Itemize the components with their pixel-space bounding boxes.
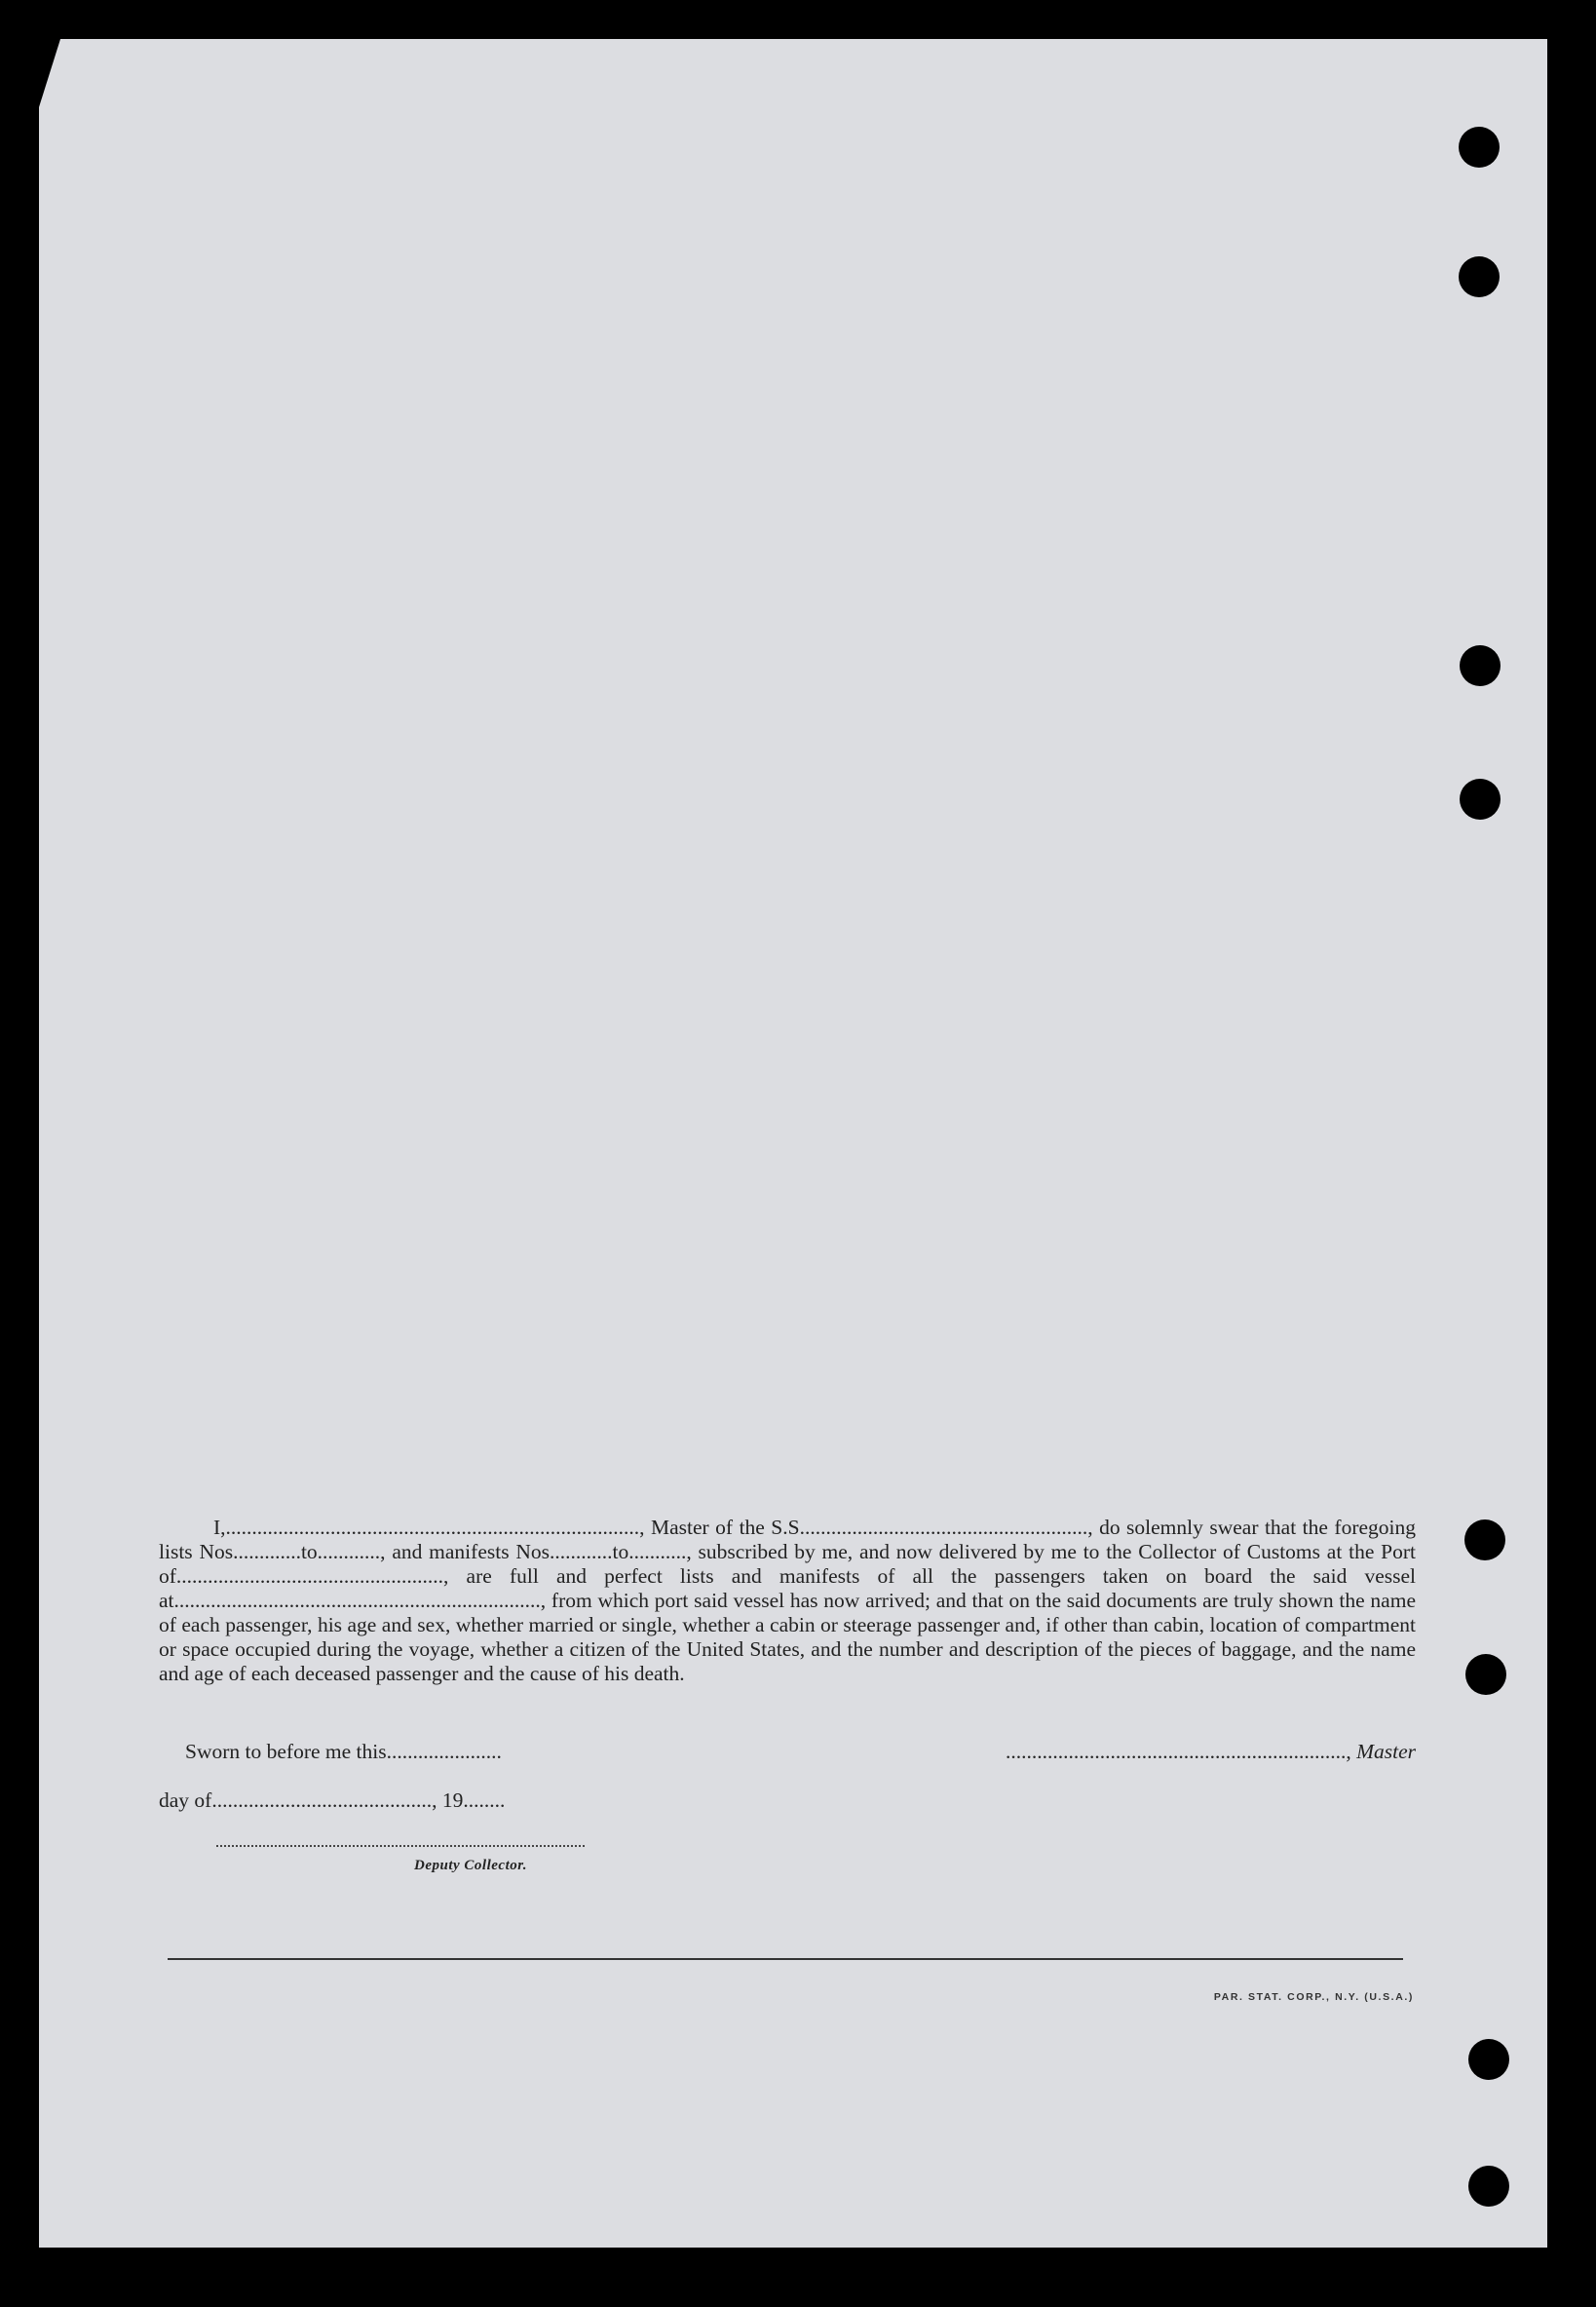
oath-text: I,..............................................................................., Master of the S.S......................................................., do solemnly swear that the foregoing lists Nos.............to............, and manifests Nos............to..........., subscribed by me, and now delivered by me to the Collector of Customs at the Port of..................................................., are full and perfect lists and manifests of all the passengers taken on board the said vessel at......................................................................, from which port said vessel has now arrived; and that on the said documents are truly shown the name of each passenger, his age and sex, whether married or single, whether a cabin or steerage passenger and, if other than cabin, location of compartment or space occupied during the voyage, whether a citizen of the United States, and the number and description of the pieces of baggage, and the name and age of each deceased passenger and the cause of his death. [159,1516,1416,1685]
punch-hole [1468,2166,1509,2207]
printer-imprint: PAR. STAT. CORP., N.Y. (U.S.A.) [1213,1991,1414,2003]
punch-hole [1459,256,1500,297]
master-signature-line [906,1740,1416,1764]
deputy-signature-line [216,1845,585,1847]
sworn-before-line: Sworn to before me this...................... [185,1740,502,1763]
day-of-line: day of.........................................., 19........ [159,1788,506,1812]
punch-hole [1464,1519,1505,1560]
punch-hole [1460,645,1501,686]
punch-hole [1468,2039,1509,2080]
master-signature-dots: ................................................................., [1005,1740,1351,1763]
horizontal-rule [168,1958,1403,1960]
deputy-collector-label: Deputy Collector. [414,1858,527,1873]
master-oath-paragraph [159,1516,1416,1686]
punch-hole [1460,779,1501,820]
master-title: Master [1356,1740,1416,1763]
document-page [39,39,1547,2248]
punch-hole [1459,127,1500,168]
punch-hole [1465,1654,1506,1695]
